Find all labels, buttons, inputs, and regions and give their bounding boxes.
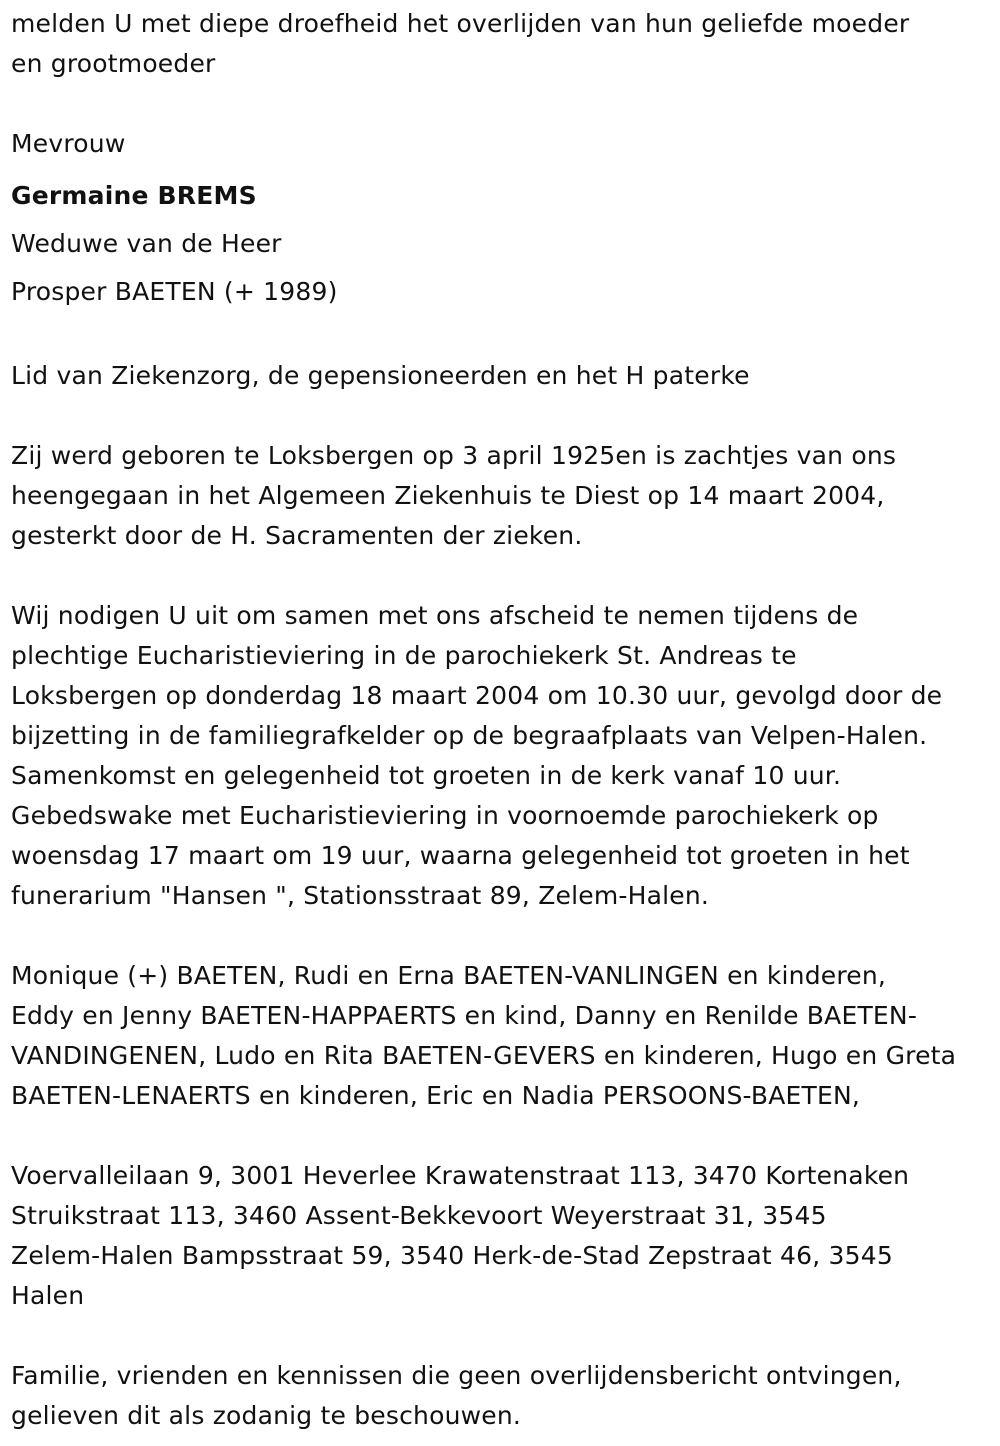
life-line: gesterkt door de H. Sacramenten der zieken.: [11, 521, 583, 550]
ceremony-line: plechtige Eucharistieviering in de parochiekerk St. Andreas te: [11, 641, 797, 670]
ceremony-line: Wij nodigen U uit om samen met ons afscheid te nemen tijdens de: [11, 601, 859, 630]
family-paragraph: [11, 956, 991, 1116]
paragraph-gap: [11, 556, 991, 596]
address-line: Struikstraat 113, 3460 Assent-Bekkevoort Weyerstraat 31, 3545: [11, 1201, 827, 1230]
ceremony-line: Loksbergen op donderdag 18 maart 2004 om 10.30 uur, gevolgd door de: [11, 681, 943, 710]
intro-paragraph: [11, 4, 991, 84]
ceremony-paragraph: [11, 596, 991, 916]
closing-line: Familie, vrienden en kennissen die geen overlijdensbericht ontvingen,: [11, 1361, 902, 1390]
family-line: Eddy en Jenny BAETEN-HAPPAERTS en kind, Danny en Renilde BAETEN-: [11, 1001, 918, 1030]
paragraph-gap: [11, 84, 991, 124]
membership-line: Lid van Ziekenzorg, de gepensioneerden en het H paterke: [11, 361, 750, 390]
obituary-document: [11, 4, 991, 1436]
honorific: Mevrouw: [11, 129, 126, 158]
closing-paragraph: [11, 1356, 991, 1436]
life-line: heengegaan in het Algemeen Ziekenhuis te Diest op 14 maart 2004,: [11, 481, 885, 510]
deceased-block: [11, 124, 991, 316]
address-line: Voervalleilaan 9, 3001 Heverlee Krawatenstraat 113, 3470 Kortenaken: [11, 1161, 910, 1190]
spouse-name: Prosper BAETEN (+ 1989): [11, 277, 338, 306]
ceremony-line: bijzetting in de familiegrafkelder op de begraafplaats van Velpen-Halen.: [11, 721, 928, 750]
address-line: Zelem-Halen Bampsstraat 59, 3540 Herk-de-Stad Zepstraat 46, 3545: [11, 1241, 893, 1270]
life-line: Zij werd geboren te Loksbergen op 3 april 1925en is zachtjes van ons: [11, 441, 897, 470]
membership-paragraph: [11, 356, 991, 396]
intro-line: melden U met diepe droefheid het overlijden van hun geliefde moeder: [11, 9, 910, 38]
deceased-name: Germaine BREMS: [11, 181, 257, 210]
paragraph-gap: [11, 396, 991, 436]
ceremony-line: woensdag 17 maart om 19 uur, waarna gelegenheid tot groeten in het: [11, 841, 910, 870]
ceremony-line: Samenkomst en gelegenheid tot groeten in de kerk vanaf 10 uur.: [11, 761, 842, 790]
addresses-paragraph: [11, 1156, 991, 1316]
family-line: BAETEN-LENAERTS en kinderen, Eric en Nadia PERSOONS-BAETEN,: [11, 1081, 861, 1110]
paragraph-gap: [11, 316, 991, 356]
address-line: Halen: [11, 1281, 85, 1310]
life-paragraph: [11, 436, 991, 556]
paragraph-gap: [11, 1316, 991, 1356]
closing-line: gelieven dit als zodanig te beschouwen.: [11, 1401, 522, 1430]
intro-line: en grootmoeder: [11, 49, 216, 78]
widow-status: Weduwe van de Heer: [11, 229, 282, 258]
family-line: VANDINGENEN, Ludo en Rita BAETEN-GEVERS en kinderen, Hugo en Greta: [11, 1041, 957, 1070]
ceremony-line: funerarium "Hansen ", Stationsstraat 89, Zelem-Halen.: [11, 881, 710, 910]
paragraph-gap: [11, 1116, 991, 1156]
paragraph-gap: [11, 916, 991, 956]
ceremony-line: Gebedswake met Eucharistieviering in voornoemde parochiekerk op: [11, 801, 879, 830]
family-line: Monique (+) BAETEN, Rudi en Erna BAETEN-VANLINGEN en kinderen,: [11, 961, 887, 990]
